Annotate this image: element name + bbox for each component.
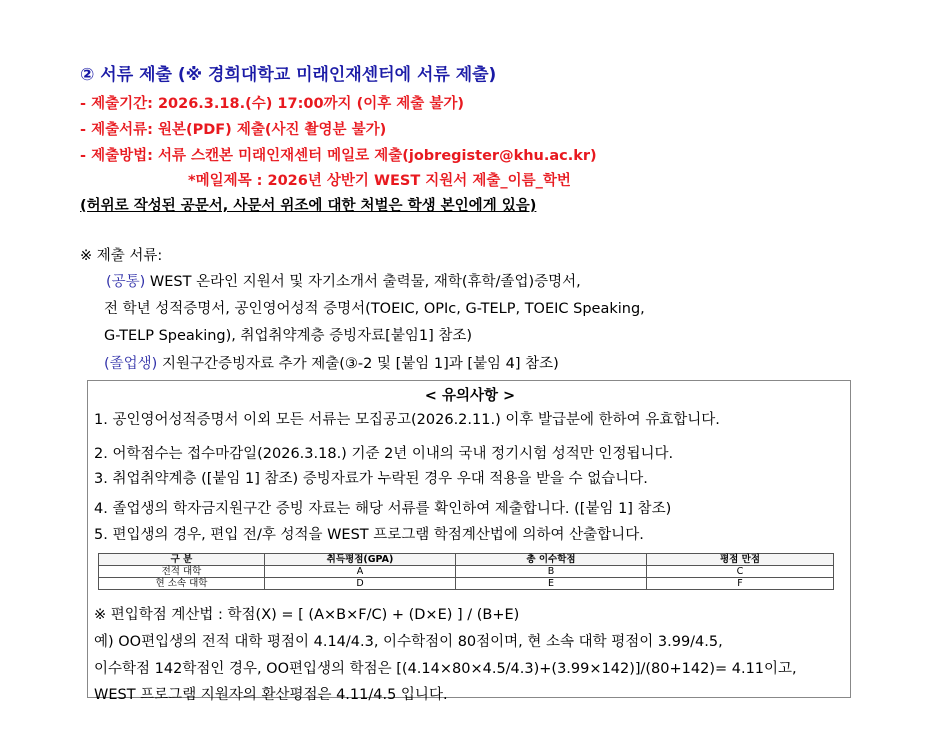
table-cell: D (265, 578, 456, 590)
graduate-docs-line (104, 352, 559, 373)
submit-docs-heading: ※ 제출 서류: (80, 248, 163, 264)
notice-item: 2. 어학점수는 접수마감일(2026.3.18.) 기준 2년 이내의 국내 정기시험 성적만 인정됩니다. (94, 446, 674, 462)
docs-line-2: 전 학년 성적증명서, 공인영어성적 증명서(TOEIC, OPIc, G-TELP, TOEIC Speaking, (104, 301, 645, 317)
calc-example: 이수학점 142학점인 경우, OO편입생의 학점은 [(4.14×80×4.5/4.3)+(3.99×142)]/(80+142)= 4.11이고, (94, 661, 797, 677)
table-cell: C (647, 566, 834, 578)
notice-item: 4. 졸업생의 학자금지원구간 증빙 자료는 해당 서류를 확인하여 제출합니다. ([붙임 1] 참조) (94, 501, 672, 517)
table-cell: 현 소속 대학 (99, 578, 265, 590)
graduate-docs-text: 지원구간증빙자료 추가 제출(③-2 및 [붙임 1]과 [붙임 4] 참조) (157, 356, 559, 372)
table-cell: B (456, 566, 647, 578)
notice-box (87, 380, 851, 703)
common-docs-line (106, 270, 581, 291)
notice-item: 3. 취업취약계층 ([붙임 1] 참조) 증빙자료가 누락된 경우 우대 적용을 받을 수 없습니다. (94, 471, 648, 487)
table-cell: F (647, 578, 834, 590)
table-header: 취득평점(GPA) (265, 554, 456, 566)
calc-formula: ※ 편입학점 계산법 : 학점(X) = [ (A×B×F/C) + (D×E) ] / (B+E) (94, 607, 520, 623)
forgery-warning: (허위로 작성된 공문서, 사문서 위조에 대한 처벌은 학생 본인에게 있음) (80, 198, 537, 214)
mail-subject: *메일제목 : 2026년 상반기 WEST 지원서 제출_이름_학번 (188, 173, 571, 189)
table-header: 평점 만점 (647, 554, 834, 566)
section-title: ② 서류 제출 (※ 경희대학교 미래인재센터에 서류 제출) (80, 65, 497, 85)
table-cell: A (265, 566, 456, 578)
submit-period: - 제출기간: 2026.3.18.(수) 17:00까지 (이후 제출 불가) (80, 96, 465, 112)
table-header: 구 분 (99, 554, 265, 566)
table-header-row (99, 554, 834, 566)
calc-example: WEST 프로그램 지원자의 환산평점은 4.11/4.5 입니다. (94, 687, 448, 703)
table-header: 총 이수학점 (456, 554, 647, 566)
submit-documents: - 제출서류: 원본(PDF) 제출(사진 촬영분 불가) (80, 122, 387, 138)
notice-item: 5. 편입생의 경우, 편입 전/후 성적을 WEST 프로그램 학점계산법에 의하여 산출합니다. (94, 527, 644, 543)
table-cell: 전적 대학 (99, 566, 265, 578)
table-row (99, 578, 834, 590)
notice-item: 1. 공인영어성적증명서 이외 모든 서류는 모집공고(2026.2.11.) 이후 발급분에 한하여 유효합니다. (94, 412, 720, 428)
submit-method: - 제출방법: 서류 스캔본 미래인재센터 메일로 제출(jobregister@khu.ac.kr) (80, 148, 597, 164)
common-tag: (공통) (106, 274, 146, 290)
table-row (99, 566, 834, 578)
graduate-tag: (졸업생) (104, 356, 158, 372)
table-cell: E (456, 578, 647, 590)
notice-title: < 유의사항 > (424, 388, 516, 404)
common-docs-text: WEST 온라인 지원서 및 자기소개서 출력물, 재학(휴학/졸업)증명서, (145, 274, 581, 290)
calc-example: 예) OO편입생의 전적 대학 평점이 4.14/4.3, 이수학점이 80점이며, 현 소속 대학 평점이 3.99/4.5, (94, 634, 723, 650)
docs-line-3: G-TELP Speaking), 취업취약계층 증빙자료[붙임1] 참조) (104, 328, 473, 344)
transfer-grade-table (98, 553, 834, 590)
